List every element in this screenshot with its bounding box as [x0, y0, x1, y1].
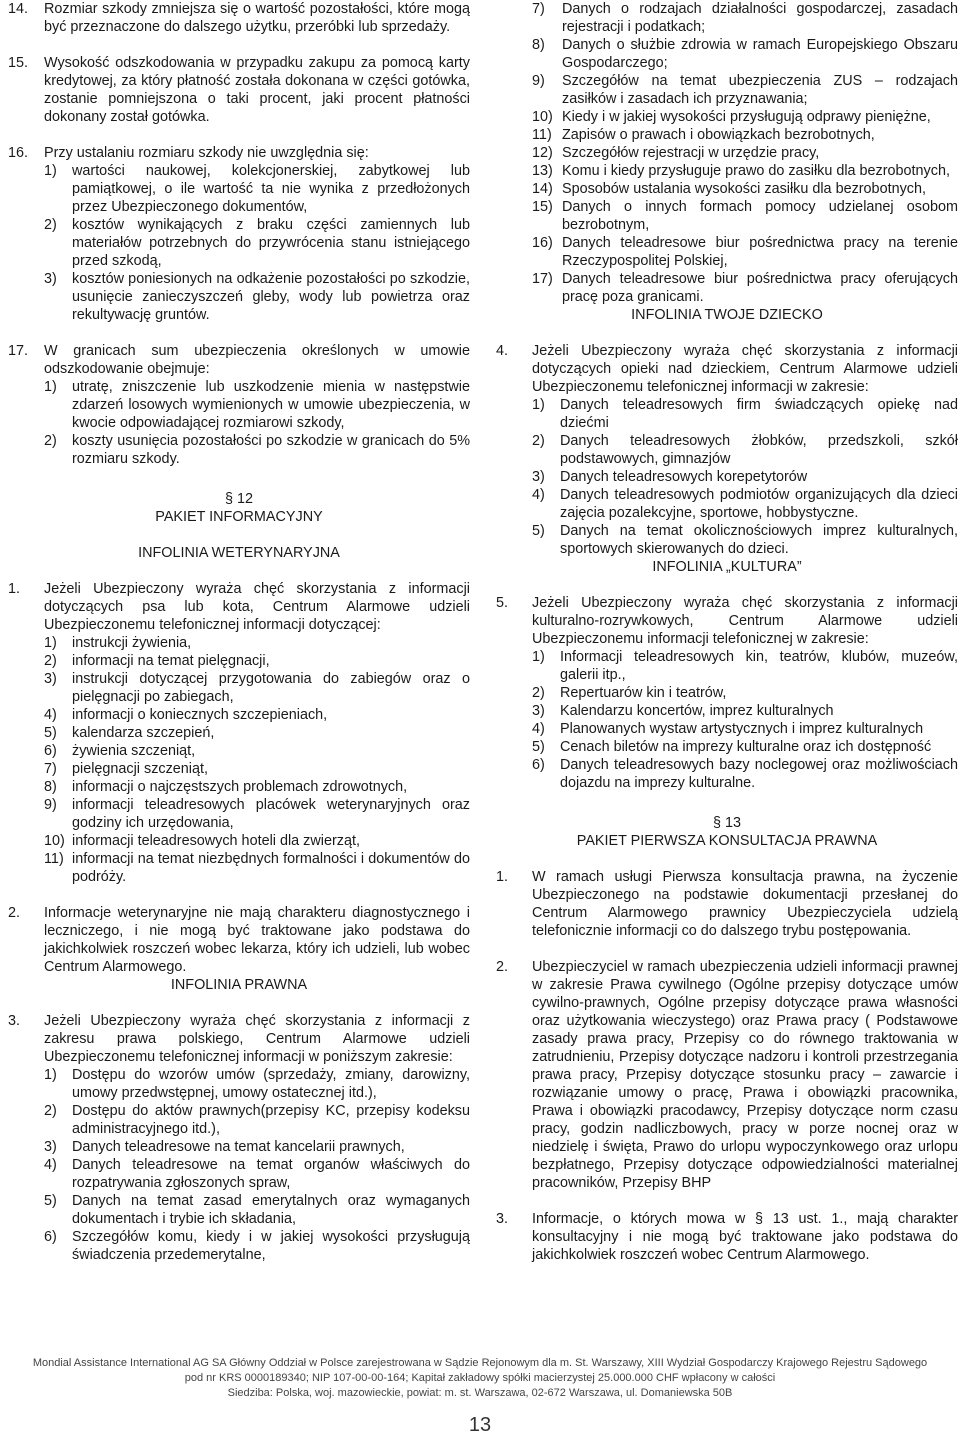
- footer-line: Siedziba: Polska, woj. mazowieckie, powiat: m. st. Warszawa, 02-672 Warszawa, ul. Domaniewska 50B: [227, 1387, 733, 1399]
- prawna-list-continued: [496, 0, 958, 306]
- clause-prawna-3: [8, 1012, 470, 1264]
- clause-text: Informacje weterynaryjne nie mają charakteru diagnostycznego i leczniczego, i nie mogą być traktowane jako podstawa do jakichkolwiek roszczeń wobec lekarza, który ich udzieli, lub wobec Centrum Alarmowego.: [44, 905, 470, 975]
- list-item-text: pielęgnacji szczeniąt,: [72, 761, 208, 777]
- clause-text: Przy ustalaniu rozmiaru szkody nie uwzględnia się:: [44, 145, 369, 161]
- list-item-number: 1): [44, 379, 57, 395]
- list-item: [532, 486, 958, 522]
- list-item: [44, 270, 470, 324]
- list-item-number: 3): [532, 469, 545, 485]
- footer-line: Mondial Assistance International AG SA Główny Oddział w Polsce zarejestrowana w Sądzie Rejonowym dla m. St. Warszawy, XIII Wydział Gospodarczy Krajowego Rejestru Sądowego: [32, 1357, 928, 1369]
- list-item-text: Dostępu do wzorów umów (sprzedaży, zmiany, darowizny, umowy przedwstępnej, umowy ostatecznej itd.),: [72, 1067, 470, 1101]
- clause-text: Jeżeli Ubezpieczony wyraża chęć skorzystania z informacji dotyczących psa lub kota, Centrum Alarmowe udzieli Ubezpieczonemu telefonicznej informacji dotyczącej:: [44, 581, 470, 633]
- list-item-text: Danych na temat okolicznościowych imprez kulturalnych, sportowych skierowanych do dzieci.: [560, 523, 958, 557]
- list-item-text: Cenach biletów na imprezy kulturalne oraz ich dostępność: [560, 739, 932, 755]
- list-item: [44, 432, 470, 468]
- list-item: [532, 270, 958, 306]
- list-item: [44, 1138, 470, 1156]
- list-item: [44, 742, 470, 760]
- list-item-number: 1): [532, 649, 545, 665]
- list-item: [532, 126, 958, 144]
- legal-footer: [0, 1356, 960, 1401]
- list-item-text: Danych teleadresowe na temat kancelarii prawnych,: [72, 1139, 405, 1155]
- left-column: [8, 0, 470, 1264]
- list-item-text: informacji na temat niezbędnych formalności i dokumentów do podróży.: [72, 851, 470, 885]
- clause-number: 17.: [8, 343, 29, 359]
- list-item-text: kalendarza szczepień,: [72, 725, 215, 741]
- list-item-text: kosztów poniesionych na odkażenie pozostałości po szkodzie, usunięcie zanieczyszczeń gleby, wody lub powietrza oraz rekultywację gruntów.: [72, 271, 470, 323]
- list-item-text: informacji teleadresowych hoteli dla zwierząt,: [72, 833, 360, 849]
- list-item: [44, 778, 470, 796]
- subsection-heading: INFOLINIA TWOJE DZIECKO: [631, 307, 823, 323]
- clause-17: [8, 342, 470, 468]
- clause-number: 14.: [8, 1, 29, 17]
- list-item: [532, 522, 958, 558]
- list-item-text: Kiedy i w jakiej wysokości przysługują odprawy pieniężne,: [562, 109, 931, 125]
- list-item: [532, 648, 958, 684]
- list-item: [44, 670, 470, 706]
- list-item-text: Danych teleadresowe biur pośrednictwa pracy oferujących pracę poza granicami.: [562, 271, 958, 305]
- list-item-number: 3): [44, 271, 57, 287]
- list-item-number: 1): [532, 397, 545, 413]
- list-item: [44, 850, 470, 886]
- list-item: [532, 72, 958, 108]
- subsection-heading: INFOLINIA WETERYNARYJNA: [138, 545, 340, 561]
- list-item: [44, 706, 470, 724]
- list-item-text: Szczegółów komu, kiedy i w jakiej wysokości przysługują świadczenia przedemerytalne,: [72, 1229, 470, 1263]
- list-item-text: Szczegółów rejestracji w urzędzie pracy,: [562, 145, 820, 161]
- list-item-text: Danych teleadresowych firm świadczących opiekę nad dziećmi: [560, 397, 958, 431]
- list-item-text: Szczegółów na temat ubezpieczenia ZUS – rodzajach zasiłków i zasadach ich przyznawania;: [562, 73, 958, 107]
- list-item: [532, 144, 958, 162]
- section-12-header: [8, 490, 470, 562]
- clause-dziecko-4: [496, 342, 958, 558]
- clause-text: Jeżeli Ubezpieczony wyraża chęć skorzystania z informacji dotyczących opieki nad dzieckiem, Centrum Alarmowe udzieli Ubezpieczonemu telefonicznej informacji w zakresie:: [532, 343, 958, 395]
- list-item-number: 9): [44, 797, 57, 813]
- list-item: [532, 162, 958, 180]
- clause-text: W granicach sum ubezpieczenia określonych w umowie odszkodowanie obejmuje:: [44, 343, 470, 377]
- list-item-number: 5): [44, 1193, 57, 1209]
- list-item-text: instrukcji żywienia,: [72, 635, 192, 651]
- list-item-text: informacji o koniecznych szczepieniach,: [72, 707, 328, 723]
- list-item-number: 1): [44, 635, 57, 651]
- list-item: [532, 432, 958, 468]
- clause-15: [8, 54, 470, 126]
- list-item-number: 2): [44, 653, 57, 669]
- clause-text: W ramach usługi Pierwsza konsultacja prawna, na życzenie Ubezpieczonego na podstawie dokumentacji przesłanej do Centrum Alarmowego prawnicy Ubezpieczyciela udzielą telefonicznie informacji co do dalszego trybu postępowania.: [532, 869, 958, 939]
- list-item: [44, 378, 470, 432]
- clause-number: 2.: [496, 959, 509, 975]
- list-item-text: Danych teleadresowych podmiotów organizujących dla dzieci zajęcia pozalekcyjne, sportowe, hobbystyczne.: [560, 487, 958, 521]
- list-item-text: Danych na temat zasad emerytalnych oraz wymaganych dokumentach i trybie ich składania,: [72, 1193, 470, 1227]
- clause-text: Informacje, o których mowa w § 13 ust. 1., mają charakter konsultacyjny i nie mogą być traktowane jako podstawa do jakichkolwiek roszczeń wobec Centrum Alarmowego.: [532, 1211, 958, 1263]
- list-item-number: 16): [532, 235, 553, 251]
- list-item: [44, 1102, 470, 1138]
- list-item-number: 2): [532, 685, 545, 701]
- clause-konsultacja-2: [496, 958, 958, 1192]
- list-item-text: informacji teleadresowych placówek weterynaryjnych oraz godziny ich urzędowania,: [72, 797, 470, 831]
- list-item: [44, 1156, 470, 1192]
- list-item-number: 8): [532, 37, 545, 53]
- clause-number: 16.: [8, 145, 29, 161]
- list-item-text: Informacji teleadresowych kin, teatrów, klubów, muzeów, galerii itp.,: [560, 649, 958, 683]
- footer-line: pod nr KRS 0000189340; NIP 107-00-00-164; Kapitał zakładowy spółki macierzystej 25.000.000 CHF wpłacony w całości: [184, 1372, 776, 1384]
- list-item-text: Komu i kiedy przysługuje prawo do zasiłku dla bezrobotnych,: [562, 163, 950, 179]
- section-title: PAKIET INFORMACYJNY: [155, 509, 323, 525]
- list-item-number: 6): [44, 743, 57, 759]
- list-item-text: Repertuarów kin i teatrów,: [560, 685, 727, 701]
- list-item-number: 14): [532, 181, 553, 197]
- list-item: [44, 1066, 470, 1102]
- list-item-text: Danych teleadresowych żłobków, przedszkoli, szkół podstawowych, gimnazjów: [560, 433, 958, 467]
- clause-number: 2.: [8, 905, 21, 921]
- list-item-text: Danych teleadresowych bazy noclegowej oraz możliwościach dojazdu na imprezy kulturalne.: [560, 757, 958, 791]
- clause-wet-2: [8, 904, 470, 976]
- list-item-text: informacji na temat pielęgnacji,: [72, 653, 270, 669]
- list-item-text: utratę, zniszczenie lub uszkodzenie mienia w następstwie zdarzeń losowych wymienionych w umowie ubezpieczenia, w kwocie odpowiadającej rozmiarowi szkody,: [72, 379, 470, 431]
- clause-number: 1.: [8, 581, 21, 597]
- clause-kultura-5: [496, 594, 958, 792]
- clause-14: [8, 0, 470, 36]
- list-item-text: Danych o rodzajach działalności gospodarczej, zasadach rejestracji i podatkach;: [562, 1, 958, 35]
- list-item-number: 3): [44, 1139, 57, 1155]
- list-item: [532, 702, 958, 720]
- list-item: [532, 720, 958, 738]
- clause-text: Wysokość odszkodowania w przypadku zakupu za pomocą karty kredytowej, za który płatność została dokonana w części gotówka, zostanie pomniejszona o taki procent, jaki procent płatności dokonany został gotówka.: [44, 55, 470, 125]
- clause-16: [8, 144, 470, 324]
- clause-text: Ubezpieczyciel w ramach ubezpieczenia udzieli informacji prawnej w zakresie Prawa cywilnego (Ogólne przepisy dotyczące umów cywilno-prawnych, Ogólne przepisy dotyczące prawa własności oraz użytkowania wieczystego) oraz Prawa pracy ( Podstawowe zasady prawa pracy, Przepisy co do równego traktowania w zatrudnieniu, Przepisy dotyczące nadzoru i kontroli przestrzegania prawa pracy, Przepisy dotyczące stosunku pracy – zawarcie i rozwiązanie umowy o pracę, Prawa i obowiązki pracownika, Prawa i obowiązki pracodawcy, Przepisy dotyczące norm czasu pracy, godzin nadliczbowych, pracy w porze nocnej oraz w niedzielę i święta, Prawo do urlopu wypoczynkowego oraz urlopu bezpłatnego, Przepisy dotyczące odpowiedzialności materialnej pracowników, Przepisy BHP: [532, 959, 958, 1191]
- list-item: [44, 634, 470, 652]
- list-item-text: Kalendarzu koncertów, imprez kulturalnych: [560, 703, 834, 719]
- list-item-text: instrukcji dotyczącej przygotowania do zabiegów oraz o pielęgnacji po zabiegach,: [72, 671, 470, 705]
- list-item-text: wartości naukowej, kolekcjonerskiej, zabytkowej lub pamiątkowej, o ile wartość ta nie wynika z przedłożonych przez Ubezpieczonego dokumentów,: [72, 163, 470, 215]
- list-item-number: 17): [532, 271, 553, 287]
- list-item-number: 2): [44, 433, 57, 449]
- list-item: [532, 756, 958, 792]
- list-item-text: żywienia szczeniąt,: [72, 743, 196, 759]
- list-item-number: 6): [44, 1229, 57, 1245]
- list-item-number: 2): [532, 433, 545, 449]
- list-item-number: 4): [44, 1157, 57, 1173]
- list-item: [44, 652, 470, 670]
- list-item: [44, 216, 470, 270]
- clause-text: Jeżeli Ubezpieczony wyraża chęć skorzystania z informacji kulturalno-rozrywkowych, Centrum Alarmowe udzieli Ubezpieczonemu informacji telefonicznej w zakresie:: [532, 595, 958, 647]
- subsection-heading: INFOLINIA PRAWNA: [170, 977, 308, 993]
- list-item: [532, 36, 958, 72]
- list-item-number: 2): [44, 1103, 57, 1119]
- list-item-text: Planowanych wystaw artystycznych i imprez kulturalnych: [560, 721, 924, 737]
- clause-number: 4.: [496, 343, 509, 359]
- clause-number: 3.: [8, 1013, 21, 1029]
- clause-wet-1: [8, 580, 470, 886]
- list-item: [532, 198, 958, 234]
- list-item: [44, 796, 470, 832]
- list-item-number: 5): [532, 739, 545, 755]
- list-item-number: 1): [44, 1067, 57, 1083]
- section-13-header: [496, 814, 958, 850]
- list-item-number: 11): [532, 127, 552, 143]
- list-item: [532, 468, 958, 486]
- list-item-number: 7): [44, 761, 57, 777]
- list-item-text: Danych teleadresowe biur pośrednictwa pracy na terenie Rzeczypospolitej Polskiej,: [562, 235, 958, 269]
- clause-number: 3.: [496, 1211, 509, 1227]
- list-item: [532, 180, 958, 198]
- list-item-text: Danych teleadresowych korepetytorów: [560, 469, 808, 485]
- list-item-number: 3): [44, 671, 57, 687]
- list-item: [44, 162, 470, 216]
- list-item: [44, 832, 470, 850]
- list-item-number: 10): [532, 109, 553, 125]
- list-item: [532, 684, 958, 702]
- list-item-number: 5): [44, 725, 57, 741]
- list-item-number: 4): [44, 707, 57, 723]
- list-item-number: 9): [532, 73, 545, 89]
- list-item-text: kosztów wynikających z braku części zamiennych lub materiałów potrzebnych do przywrócenia stanu istniejącego przed szkodą,: [72, 217, 470, 269]
- list-item-text: Zapisów o prawach i obowiązkach bezrobotnych,: [562, 127, 875, 143]
- list-item: [532, 234, 958, 270]
- list-item: [532, 396, 958, 432]
- list-item-number: 4): [532, 487, 545, 503]
- clause-number: 1.: [496, 869, 509, 885]
- page-number: 13: [468, 1414, 492, 1436]
- list-item-text: Danych o innych formach pomocy udzielanej osobom bezrobotnym,: [562, 199, 958, 233]
- list-item: [44, 1228, 470, 1264]
- list-item: [532, 0, 958, 36]
- subsection-heading: INFOLINIA „KULTURA”: [652, 559, 802, 575]
- list-item-text: Dostępu do aktów prawnych(przepisy KC, przepisy kodeksu administracyjnego itd.),: [72, 1103, 470, 1137]
- section-number: § 12: [224, 491, 253, 507]
- section-number: § 13: [712, 815, 741, 831]
- list-item-text: Danych teleadresowe na temat organów właściwych do rozpatrywania zgłoszonych spraw,: [72, 1157, 470, 1191]
- list-item-number: 2): [44, 217, 57, 233]
- list-item-text: Sposobów ustalania wysokości zasiłku dla bezrobotnych,: [562, 181, 926, 197]
- list-item-number: 3): [532, 703, 545, 719]
- clause-konsultacja-3: [496, 1210, 958, 1264]
- list-item: [532, 108, 958, 126]
- list-item-number: 1): [44, 163, 57, 179]
- list-item: [44, 724, 470, 742]
- list-item-number: 7): [532, 1, 545, 17]
- list-item-number: 4): [532, 721, 545, 737]
- list-item: [44, 1192, 470, 1228]
- list-item-number: 6): [532, 757, 545, 773]
- list-item-number: 12): [532, 145, 553, 161]
- list-item: [532, 738, 958, 756]
- clause-number: 15.: [8, 55, 29, 71]
- list-item-text: koszty usunięcia pozostałości po szkodzie w granicach do 5% rozmiaru szkody.: [72, 433, 470, 467]
- list-item: [44, 760, 470, 778]
- section-title: PAKIET PIERWSZA KONSULTACJA PRAWNA: [576, 833, 878, 849]
- list-item-number: 8): [44, 779, 57, 795]
- clause-number: 5.: [496, 595, 509, 611]
- clause-text: Rozmiar szkody zmniejsza się o wartość pozostałości, które mogą być przeznaczone do dalszego użytku, przeróbki lub sprzedaży.: [44, 1, 470, 35]
- list-item-text: informacji o najczęstszych problemach zdrowotnych,: [72, 779, 408, 795]
- list-item-number: 10): [44, 833, 65, 849]
- clause-konsultacja-1: [496, 868, 958, 940]
- list-item-number: 5): [532, 523, 545, 539]
- list-item-number: 13): [532, 163, 553, 179]
- right-column: [496, 0, 958, 1264]
- list-item-number: 11): [44, 851, 64, 867]
- clause-text: Jeżeli Ubezpieczony wyraża chęć skorzystania z informacji z zakresu prawa polskiego, Centrum Alarmowe udzieli Ubezpieczonemu telefonicznej informacji w poniższym zakresie:: [44, 1013, 470, 1065]
- list-item-number: 15): [532, 199, 553, 215]
- list-item-text: Danych o służbie zdrowia w ramach Europejskiego Obszaru Gospodarczego;: [562, 37, 958, 71]
